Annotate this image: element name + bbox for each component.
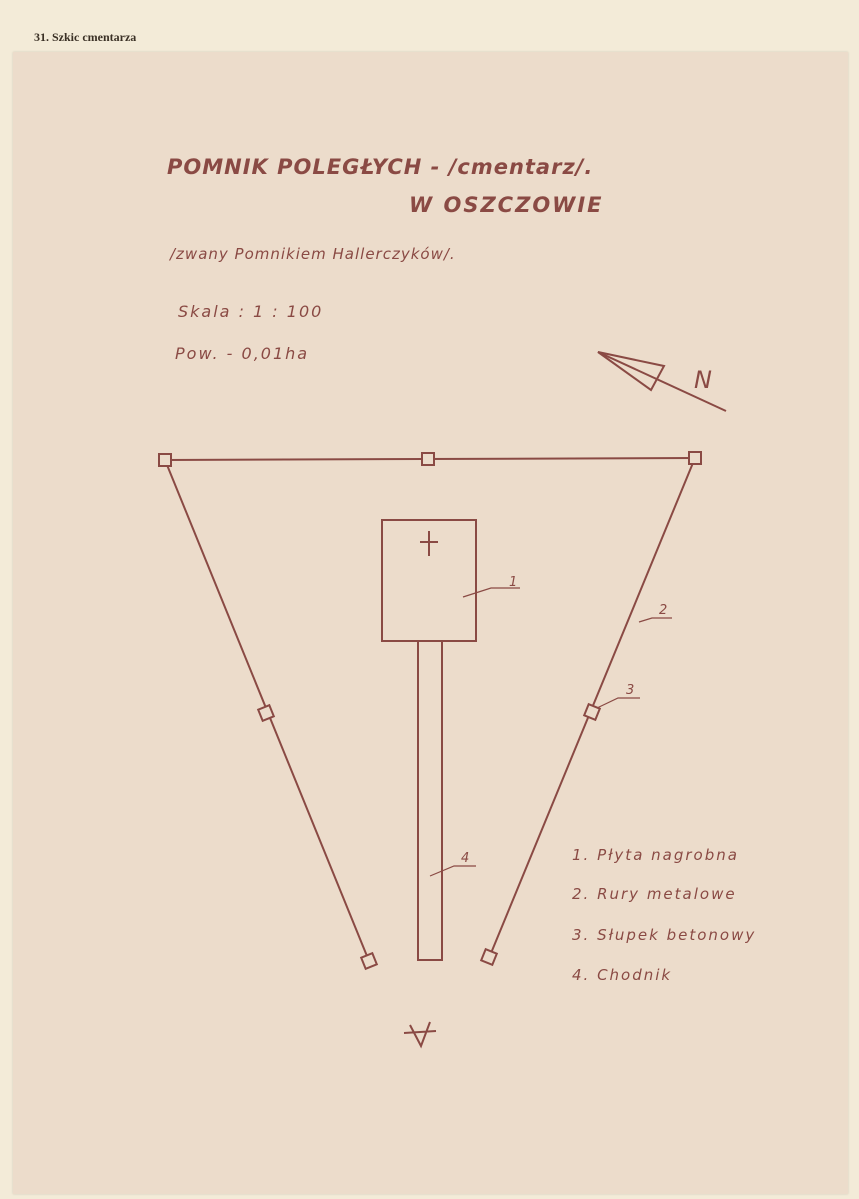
legend-item-3: 3. Słupek betonowy: [572, 926, 757, 944]
title-line-2: W OSZCZOWIE: [409, 193, 604, 217]
subtitle: /zwany Pomnikiem Hallerczyków/.: [170, 245, 456, 263]
leader-2: [639, 618, 672, 622]
walkway: [418, 641, 442, 960]
post-bottom-left: [361, 953, 377, 969]
post-left-middle: [258, 705, 274, 721]
post-top-middle: [422, 453, 434, 465]
post-top-left: [159, 454, 171, 466]
leader-4: [430, 866, 476, 876]
page-caption: 31. Szkic cmentarza: [34, 30, 137, 44]
area-label: Pow. - 0,01ha: [175, 344, 310, 363]
post-top-right: [689, 452, 701, 464]
callout-3: 3: [626, 683, 635, 698]
scale-label: Skala : 1 : 100: [178, 302, 324, 321]
callout-1: 1: [509, 575, 518, 590]
legend-item-4: 4. Chodnik: [572, 966, 673, 984]
callout-2: 2: [659, 603, 668, 618]
post-right-middle: [584, 704, 600, 720]
callout-4: 4: [461, 851, 470, 866]
post-bottom-right: [481, 949, 497, 965]
legend-item-1: 1. Płyta nagrobna: [572, 846, 739, 864]
legend-item-2: 2. Rury metalowe: [572, 885, 737, 903]
title-line-1: POMNIK POLEGŁYCH - /cmentarz/.: [167, 155, 594, 179]
north-label: N: [694, 366, 712, 394]
leader-3: [597, 698, 640, 708]
mark-icon: [404, 1022, 436, 1046]
